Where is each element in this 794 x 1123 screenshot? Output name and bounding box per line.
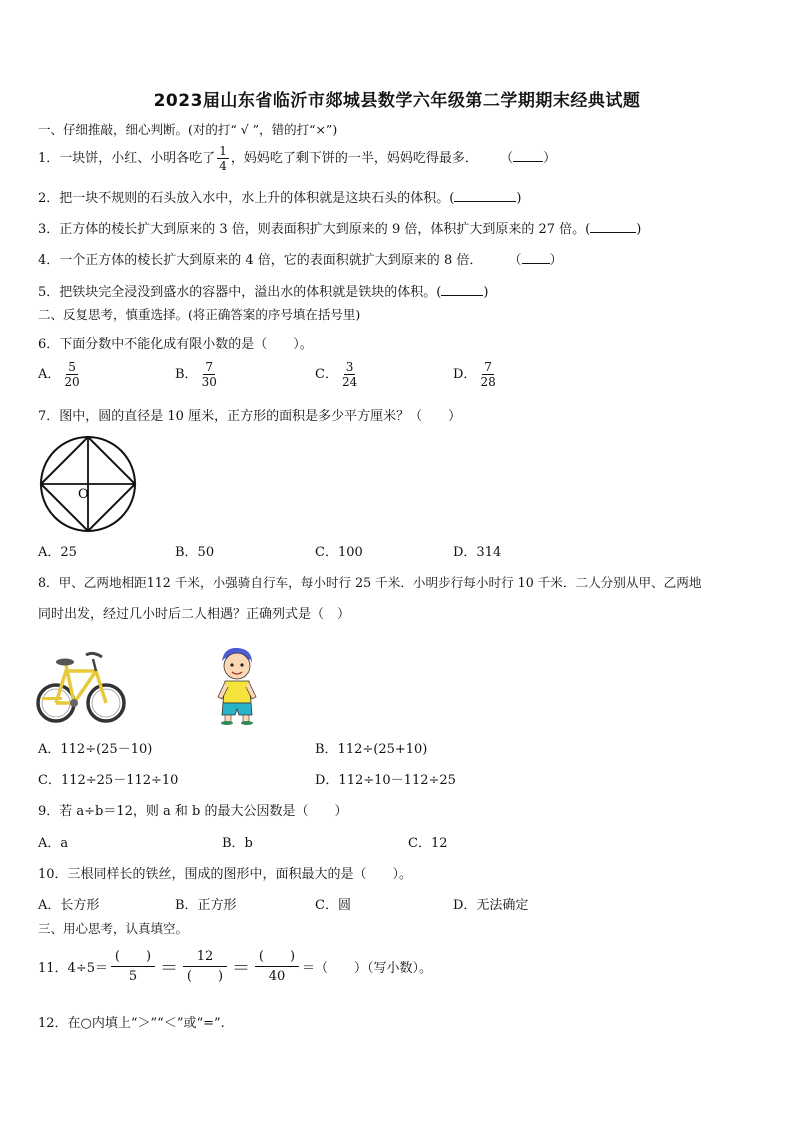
q8-option-a[interactable]: A．112÷(25－10) bbox=[38, 742, 153, 757]
boy-right-shoe bbox=[241, 721, 253, 725]
q10-option-a[interactable]: A．长方形 bbox=[38, 898, 100, 913]
q7-option-d[interactable]: D．314 bbox=[453, 545, 502, 560]
q1-answer[interactable] bbox=[500, 151, 556, 166]
boy-left-shoe bbox=[221, 721, 233, 725]
q9-option-b[interactable]: B．b bbox=[222, 836, 253, 851]
section1-heading: 一、仔细推敲，细心判断。(对的打“ √ ”，错的打“×”) bbox=[38, 122, 338, 137]
question-5 bbox=[38, 281, 488, 300]
circle-square-figure bbox=[36, 432, 140, 536]
q3-paren-close: ) bbox=[636, 222, 642, 237]
boy-right-eye bbox=[240, 663, 243, 666]
section3-heading: 三、用心思考，认真填空。 bbox=[38, 921, 189, 936]
q6-option-c[interactable] bbox=[315, 360, 361, 389]
boy-left-leg bbox=[225, 715, 231, 722]
q6-option-a-fraction bbox=[62, 360, 81, 389]
q10-option-d[interactable]: D．无法确定 bbox=[453, 898, 529, 913]
question-7: 7．图中，圆的直径是 10 厘米，正方形的面积是多少平方厘米？（ ） bbox=[38, 409, 462, 424]
question-8-line2: 同时出发，经过几小时后二人相遇？正确列式是（ ） bbox=[38, 607, 351, 622]
q9-option-a[interactable]: A．a bbox=[38, 836, 69, 851]
q8-option-b[interactable]: B．112÷(25+10) bbox=[315, 742, 428, 757]
q2-blank[interactable] bbox=[454, 191, 516, 202]
boy-shorts bbox=[222, 703, 252, 715]
q6-option-d[interactable] bbox=[453, 360, 500, 389]
q10-option-b[interactable]: B．正方形 bbox=[175, 898, 237, 913]
q11-suffix[interactable]: ＝（ ）（写小数）。 bbox=[301, 961, 432, 976]
figure-center-label: O bbox=[78, 487, 89, 502]
q2-text: 2．把一块不规则的石头放入水中，水上升的体积就是这块石头的体积。( bbox=[38, 191, 455, 206]
q2-paren-close: ) bbox=[516, 191, 522, 206]
question-1 bbox=[38, 144, 556, 173]
question-6: 6．下面分数中不能化成有限小数的是（ ）。 bbox=[38, 337, 313, 352]
q6-option-b-label: B． bbox=[175, 367, 198, 382]
q4-blank[interactable] bbox=[522, 253, 550, 264]
q6-c-den: 24 bbox=[341, 375, 358, 389]
q4-text: 4．一个正方体的棱长扩大到原来的 4 倍，它的表面积就扩大到原来的 8 倍． bbox=[38, 253, 483, 268]
q1-fraction bbox=[217, 144, 229, 173]
q1-text-before: 1．一块饼，小红、小明各吃了 bbox=[38, 151, 216, 166]
q10-option-c[interactable]: C．圆 bbox=[315, 898, 351, 913]
q4-paren-close: ） bbox=[549, 253, 563, 268]
q4-paren-open: （ bbox=[508, 253, 522, 268]
q11-equals-1: ＝ bbox=[159, 957, 178, 979]
q6-a-den: 20 bbox=[64, 375, 80, 389]
q7-option-a[interactable]: A．25 bbox=[38, 545, 77, 560]
boy-left-eye bbox=[230, 663, 233, 666]
q6-b-den: 30 bbox=[201, 375, 217, 389]
question-4 bbox=[38, 249, 563, 268]
question-11 bbox=[38, 948, 432, 985]
q5-paren-close: ) bbox=[483, 285, 489, 300]
q11-fraction-1[interactable] bbox=[111, 948, 155, 985]
q6-b-num: 7 bbox=[205, 360, 214, 374]
q6-option-a-label: A． bbox=[38, 367, 61, 382]
boy-face bbox=[224, 653, 250, 679]
q6-c-num: 3 bbox=[345, 360, 354, 374]
q1-paren-open: （ bbox=[500, 151, 514, 166]
q3-text: 3．正方体的棱长扩大到原来的 3 倍，则表面积扩大到原来的 9 倍，体积扩大到原来的 27 倍。( bbox=[38, 222, 591, 237]
bicycle-rack bbox=[42, 697, 62, 700]
question-9: 9．若 a÷b＝12，则 a 和 b 的最大公因数是（ ） bbox=[38, 804, 348, 819]
q11-f3-num[interactable]: ( ) bbox=[255, 948, 299, 967]
q6-option-d-label: D． bbox=[453, 367, 477, 382]
bicycle-seat bbox=[56, 659, 74, 666]
page-title: 2023届山东省临沂市郯城县数学六年级第二学期期末经典试题 bbox=[153, 91, 641, 111]
q1-blank[interactable] bbox=[513, 151, 543, 162]
q6-option-b[interactable] bbox=[175, 360, 221, 389]
question-12: 12．在○内填上“＞”“＜”或“=”. bbox=[38, 1016, 225, 1031]
q1-frac-den: 4 bbox=[219, 159, 227, 173]
section2-heading: 二、反复思考，慎重选择。(将正确答案的序号填在括号里) bbox=[38, 307, 361, 322]
question-10: 10．三根同样长的铁丝，围成的图形中，面积最大的是（ ）。 bbox=[38, 867, 413, 882]
q6-option-c-fraction bbox=[340, 360, 359, 389]
bicycle-illustration bbox=[36, 645, 128, 727]
boy-right-leg bbox=[243, 715, 249, 722]
q11-f3-den: 40 bbox=[268, 969, 286, 984]
q11-f2-num: 12 bbox=[183, 948, 227, 967]
q7-option-b[interactable]: B．50 bbox=[175, 545, 215, 560]
q6-option-c-label: C． bbox=[315, 367, 338, 382]
q11-fraction-2[interactable] bbox=[183, 948, 227, 985]
q1-text-after: ，妈妈吃了剩下饼的一半，妈妈吃得最多． bbox=[230, 151, 478, 166]
q1-paren-close: ） bbox=[543, 151, 557, 166]
q11-f1-den: 5 bbox=[128, 969, 138, 984]
q8-option-d[interactable]: D．112÷10－112÷25 bbox=[315, 773, 456, 788]
q11-equals-2: ＝ bbox=[231, 957, 250, 979]
q11-f2-den[interactable]: ( ) bbox=[186, 969, 224, 984]
q5-blank[interactable] bbox=[441, 285, 483, 296]
question-2 bbox=[38, 187, 521, 206]
bicycle-handlebar bbox=[86, 653, 102, 657]
q8-option-c[interactable]: C．112÷25－112÷10 bbox=[38, 773, 179, 788]
q11-prefix: 11．4÷5＝ bbox=[38, 961, 108, 976]
q9-option-c[interactable]: C．12 bbox=[408, 836, 448, 851]
q11-fraction-3[interactable] bbox=[255, 948, 299, 985]
q6-option-b-fraction bbox=[200, 360, 219, 389]
q11-f1-num[interactable]: ( ) bbox=[111, 948, 155, 967]
q6-a-num: 5 bbox=[68, 360, 76, 374]
q3-blank[interactable] bbox=[590, 222, 636, 233]
q6-option-d-fraction bbox=[478, 360, 497, 389]
boy-illustration bbox=[210, 645, 264, 725]
bicycle-crank bbox=[70, 699, 78, 707]
q1-frac-num: 1 bbox=[219, 144, 227, 158]
q4-answer[interactable] bbox=[508, 253, 562, 268]
question-3 bbox=[38, 218, 641, 237]
q6-option-a[interactable] bbox=[38, 360, 84, 389]
q6-d-den: 28 bbox=[480, 375, 496, 389]
q5-text: 5．把铁块完全浸没到盛水的容器中，溢出水的体积就是铁块的体积。( bbox=[38, 285, 442, 300]
question-8-line1: 8．甲、乙两地相距112 千米，小强骑自行车，每小时行 25 千米．小明步行每小时行 10 千米．二人分别从甲、乙两地 bbox=[38, 575, 702, 590]
q7-option-c[interactable]: C．100 bbox=[315, 545, 363, 560]
boy-shirt bbox=[223, 681, 251, 703]
bicycle-stem bbox=[93, 659, 96, 671]
q6-d-num: 7 bbox=[484, 360, 492, 374]
